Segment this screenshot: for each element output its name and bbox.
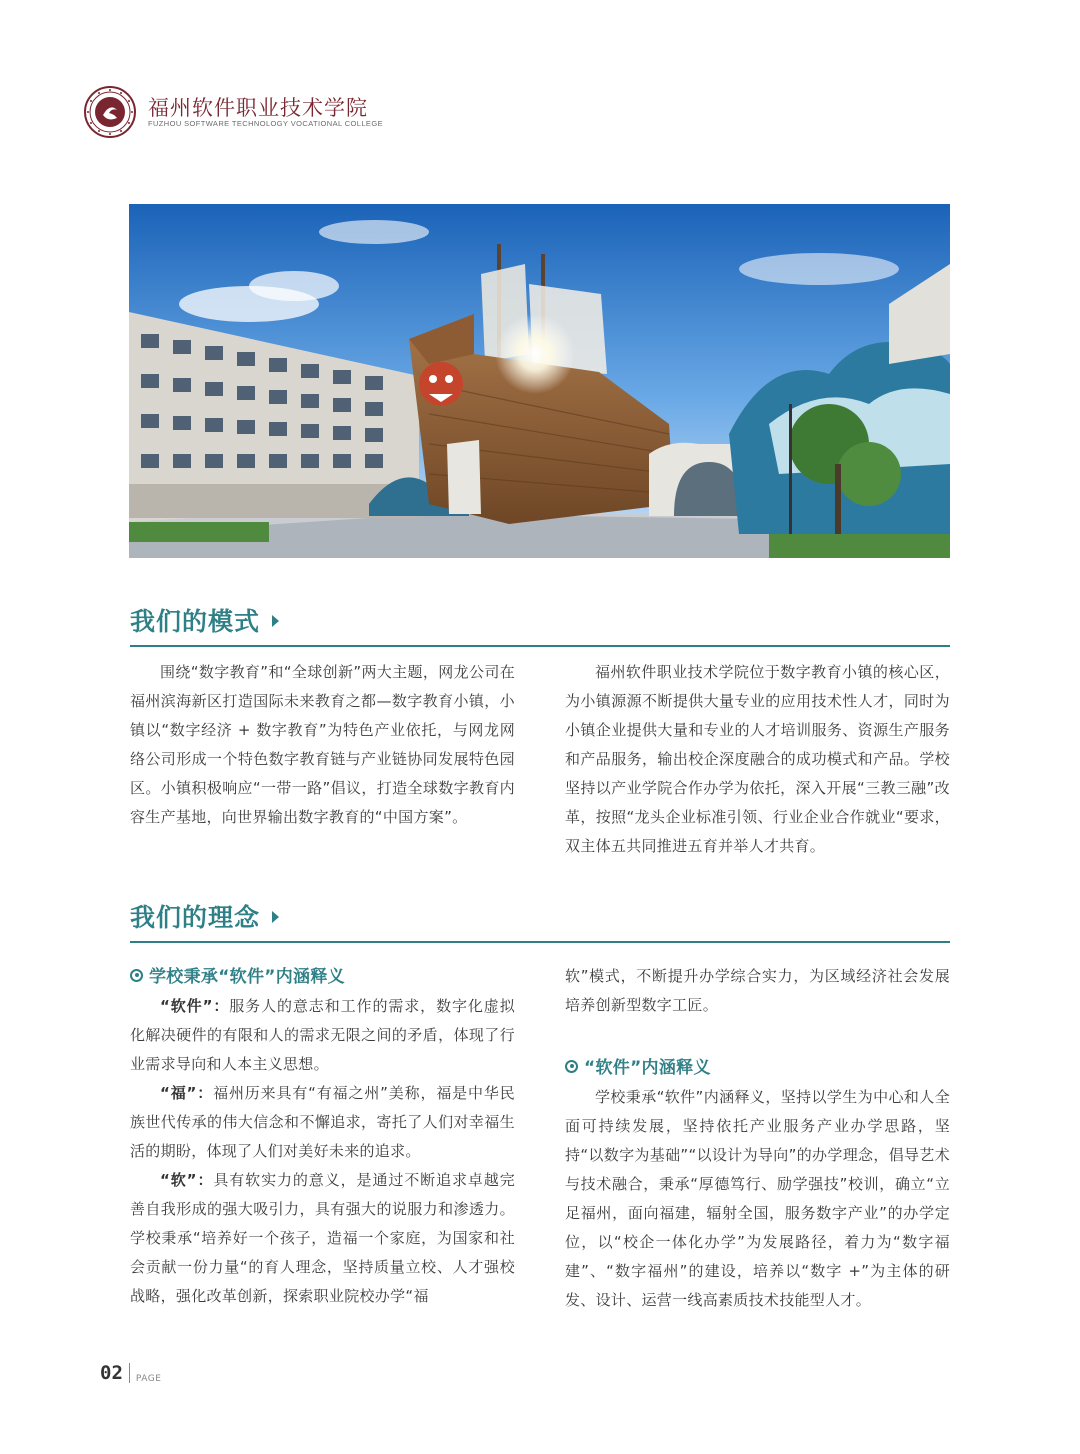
continuation-paragraph: 软”模式，不断提升办学综合实力，为区域经济社会发展培养创新型数字工匠。 [565,967,950,1014]
mode-right-column [565,658,950,861]
term-text: 福州历来具有“有福之州”美称，福是中华民族世代传承的伟大信念和不懈追求，寄托了人们对幸福生活的期盼，体现了人们对美好未来的追求。 [130,1084,516,1160]
term-label: “软件”： [160,997,230,1015]
term-paragraph-software [130,992,515,1079]
philosophy-right-paragraph: 学校秉承“软件”内涵释义，坚持以学生为中心和人全面可持续发展，坚持依托产业服务产业办学思路，坚持“以数字为基础”“以设计为导向”的办学理念，倡导艺术与技术融合，秉承“厚德笃行、励学强技”校训，确立“立足福州，面向福建，辐射全国，服务数字产业”的办学定位，以“校企一体化办学”为发展路径，着力为“数字福建”、“数字福州”的建设，培养以“数字 +”为主体的研发、设计、运营一线高素质技术技能型人才。 [565,1088,950,1309]
philosophy-right-column [565,962,950,1315]
term-text: 服务人的意志和工作的需求，数字化虚拟化解决硬件的有限和人的需求无限之间的矛盾，体现了行业需求导向和人本主义思想。 [130,997,516,1073]
term-label: “福”： [160,1084,214,1102]
section-divider [130,645,950,647]
mode-left-paragraph: 围绕“数字教育”和“全球创新”两大主题，网龙公司在福州滨海新区打造国际未来教育之都—数字教育小镇，小镇以“数字经济 + 数字教育”为特色产业依托，与网龙网络公司形成一个特色数字教育链与产业链协同发展特色园区。小镇积极响应“一带一路”倡议，打造全球数字教育内容生产基地，向世界输出数字教育的“中国方案”。 [130,663,515,826]
bullet-circle-icon [565,1060,578,1073]
page-header [84,86,424,138]
campus-photo [129,204,950,558]
page-label: PAGE [135,1374,162,1384]
subheading-text: “软件”内涵释义 [584,1058,711,1078]
term-text: 具有软实力的意义，是通过不断追求卓越完善自我形成的强大吸引力，具有强大的说服力和渗透力。学校秉承“培养好一个孩子，造福一个家庭，为国家和社会贡献一份力量“的育人理念，坚持质量立校、人才强校战略，强化改革创新，探索职业院校办学“福 [130,1171,516,1305]
section-title-philosophy [130,898,279,934]
subheading-software-meaning [130,962,515,992]
school-name-en: FUZHOU SOFTWARE TECHNOLOGY VOCATIONAL COLLEGE [148,119,383,128]
triangle-right-icon [272,911,279,923]
mode-right-paragraph: 福州软件职业技术学院位于数字教育小镇的核心区，为小镇源源不断提供大量专业的应用技术性人才，同时为小镇企业提供大量和专业的人才培训服务、资源生产服务和产品服务，输出校企深度融合的成功模式和产品。学校坚持以产业学院合作办学为依托，深入开展“三教三融”改革，按照“龙头企业标准引领、行业企业合作就业“要求，双主体五共同推进五育并举人才共育。 [565,663,950,855]
section-title-mode-text: 我们的模式 [130,607,261,636]
term-paragraph-fu [130,1079,515,1166]
term-paragraph-ruan [130,1166,515,1311]
term-label: “软”： [160,1171,214,1189]
section-divider [130,941,950,943]
page-footer [100,1362,161,1388]
section-title-philosophy-text: 我们的理念 [130,903,261,932]
bullet-circle-icon [130,969,143,982]
subheading-text: 学校秉承“软件”内涵释义 [149,967,345,987]
subheading-software-meaning-2 [565,1053,950,1083]
mode-left-column [130,658,515,832]
college-seal-icon [84,86,136,138]
philosophy-left-column [130,962,515,1311]
triangle-right-icon [272,615,279,627]
page-separator [129,1363,130,1383]
page-number: 02 [100,1362,123,1384]
section-title-mode [130,602,279,638]
school-name-cn: 福州软件职业技术学院 [148,96,368,120]
